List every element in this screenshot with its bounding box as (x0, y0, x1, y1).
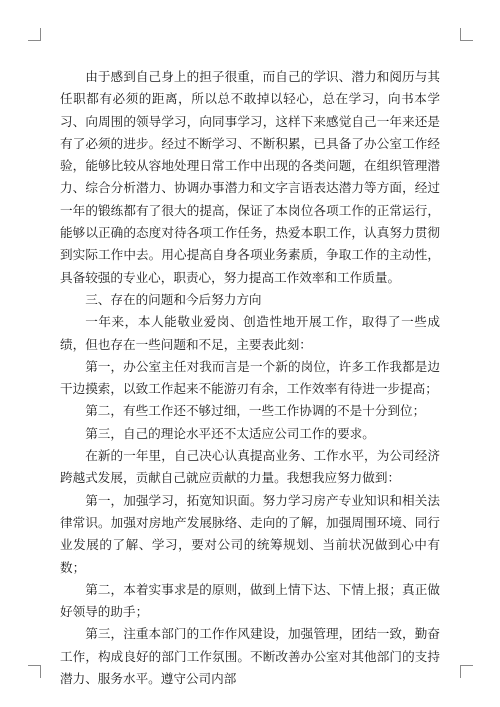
page-corner-mark-bottom-right (460, 665, 473, 678)
section-heading-problems-and-direction: 三、存在的问题和今后努力方向 (85, 291, 262, 307)
page-corner-mark-top-left (28, 28, 41, 41)
paragraph-self-assessment: 由于感到自己身上的担子很重，而自己的学识、潜力和阅历与其任职都有必须的距离，所以总不敢掉以轻心，总在学习，向书本学习、向周围的领导学习，向同事学习，这样下来感觉自己一年来还是有了必须的进步。经过不断学习、不断积累，已具备了办公室工作经验，能够比较从容地处理日常工作中出现的各类问题，在组织管理潜力、综合分析潜力、协调办事潜力和文字言语表达潜力等方面，经过一年的锻练都有了很大的提高，保证了本岗位各项工作的正常运行，能够以正确的态度对待各项工作任务，热爱本职工作，认真努力贯彻到实际工作中去。用心提高自身各项业务素质，争取工作的主动性，具备较强的专业心，职责心，努力提高工作效率和工作质量。 (60, 69, 440, 285)
document-body (60, 66, 440, 690)
paragraph-plan-second: 第二，本着实事求是的原则，做到上情下达、下情上报；真正做好领导的助手； (60, 581, 440, 620)
paragraph-issue-second: 第二，有些工作还不够过细，一些工作协调的不是十分到位； (85, 403, 426, 419)
page-corner-mark-top-right (460, 28, 473, 41)
paragraph-issue-first: 第一，办公室主任对我而言是一个新的岗位，许多工作我都是边干边摸索，以致工作起来不能游刃有余，工作效率有待进一步提高； (60, 358, 440, 397)
paragraph-issue-third: 第三，自己的理论水平还不太适应公司工作的要求。 (85, 425, 375, 441)
paragraph-plan-third: 第三，注重本部门的工作作风建设，加强管理，团结一致，勤奋工作，构成良好的部门工作氛围。不断改善办公室对其他部门的支持潜力、服务水平。遵守公司内部 (60, 626, 440, 687)
paragraph-new-year-intro: 在新的一年里，自己决心认真提高业务、工作水平，为公司经济跨越式发展，贡献自己就应贡献的力量。我想我应努力做到： (60, 448, 440, 486)
paragraph-year-summary: 一年来，本人能敬业爱岗、创造性地开展工作，取得了一些成绩，但也存在一些问题和不足，主要表此刻： (60, 314, 440, 352)
paragraph-plan-first: 第一，加强学习，拓宽知识面。努力学习房产专业知识和相关法律常识。加强对房地产发展脉络、走向的了解，加强周围环境、同行业发展的了解、学习，要对公司的统筹规划、当前状况做到心中有数； (60, 492, 440, 575)
page-corner-mark-bottom-left (28, 665, 41, 678)
